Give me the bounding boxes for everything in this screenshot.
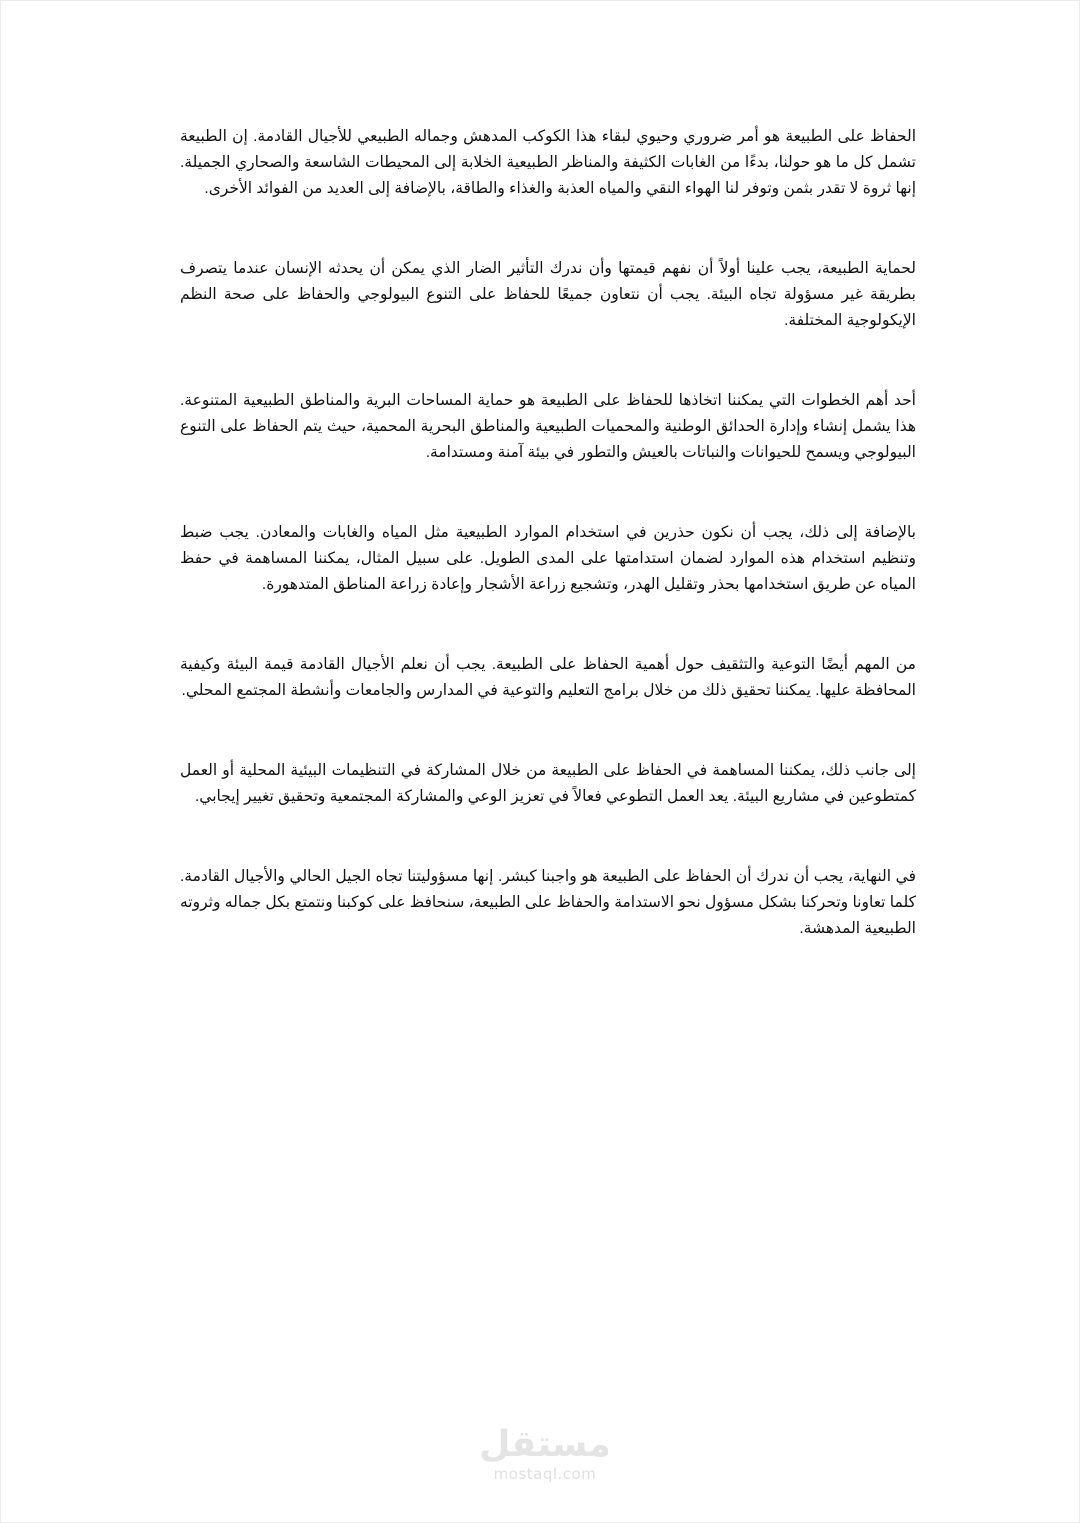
paragraph-6: إلى جانب ذلك، يمكننا المساهمة في الحفاظ على الطبيعة من خلال المشاركة في التنظيمات البيئية المحلية أو العمل كمتطوعين في مشاريع البيئة. يعد العمل التطوعي فعالاً في تعزيز الوعي والمشاركة المجتمعية وتحقيق تغيير إيجابي. [180,762,916,805]
watermark-logo-text: مستقل [479,1424,611,1465]
paragraph-7: في النهاية، يجب أن ندرك أن الحفاظ على الطبيعة هو واجبنا كبشر. إنها مسؤوليتنا تجاه الجيل الحالي والأجيال القادمة. كلما تعاونا وتحركنا بشكل مسؤول نحو الاستدامة والحفاظ على الطبيعة، سنحافظ على كوكبنا ونتمتع بكل جماله وثروته الطبيعية المدهشة. [180,868,916,937]
document-body [180,124,916,996]
paragraph-4: بالإضافة إلى ذلك، يجب أن نكون حذرين في استخدام الموارد الطبيعية مثل المياه والغابات والمعادن. يجب ضبط وتنظيم استخدام هذه الموارد لضمان استدامتها على المدى الطويل. على سبيل المثال، يمكننا المساهمة في حفظ المياه عن طريق استخدامها بحذر وتقليل الهدر، وتشجيع زراعة الأشجار وإعادة زراعة المناطق المتدهورة. [180,524,916,593]
watermark-site-text: mostaql.com [493,1465,597,1483]
mostaql-watermark [470,1425,620,1495]
paragraph-2: لحماية الطبيعة، يجب علينا أولاً أن نفهم قيمتها وأن ندرك التأثير الضار الذي يمكن أن يحدثه الإنسان عندما يتصرف بطريقة غير مسؤولة تجاه البيئة. يجب أن نتعاون جميعًا للحفاظ على التنوع البيولوجي والحفاظ على صحة النظم الإيكولوجية المختلفة. [180,260,916,329]
paragraph-5: من المهم أيضًا التوعية والتثقيف حول أهمية الحفاظ على الطبيعة. يجب أن نعلم الأجيال القادمة قيمة البيئة وكيفية المحافظة عليها. يمكننا تحقيق ذلك من خلال برامج التعليم والتوعية في المدارس والجامعات وأنشطة المجتمع المحلي. [180,656,916,699]
paragraph-3: أحد أهم الخطوات التي يمكننا اتخاذها للحفاظ على الطبيعة هو حماية المساحات البرية والمناطق الطبيعية المتنوعة. هذا يشمل إنشاء وإدارة الحدائق الوطنية والمحميات الطبيعية والمناطق البحرية المحمية، حيث يتم الحفاظ على التنوع البيولوجي ويسمح للحيوانات والنباتات بالعيش والتطور في بيئة آمنة ومستدامة. [180,392,916,461]
paragraph-1: الحفاظ على الطبيعة هو أمر ضروري وحيوي لبقاء هذا الكوكب المدهش وجماله الطبيعي للأجيال القادمة. إن الطبيعة تشمل كل ما هو حولنا، بدءًا من الغابات الكثيفة والمناظر الطبيعية الخلابة إلى المحيطات الشاسعة والصحاري الجميلة. إنها ثروة لا تقدر بثمن وتوفر لنا الهواء النقي والمياه العذبة والغذاء والطاقة، بالإضافة إلى العديد من الفوائد الأخرى. [180,128,916,197]
